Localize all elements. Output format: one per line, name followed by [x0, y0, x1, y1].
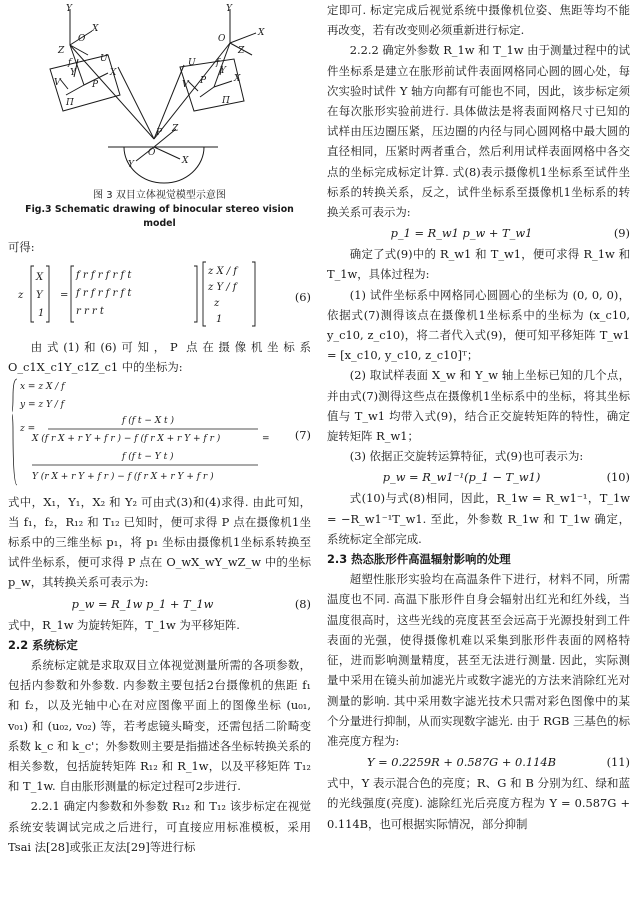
svg-text:X (f r X + r Y + f r ) − f (f: X (f r X + r Y + f r ) − f (f r X + r Y + f r ) [31, 434, 220, 445]
label-zc1: Z [58, 46, 65, 56]
label-xc2: X [258, 28, 265, 38]
para-after-eq8: 式中，R_1w 为旋转矩阵，T_1w 为平移矩阵. [8, 617, 240, 632]
para-after-eq7: 式中，X₁，Y₁，X₂ 和 Y₂ 可由式(3)和(4)求得. 由此可知，当 f₁，f₂，R₁₂ 和 T₁₂ 已知时，便可求得 P 点在摄像机1坐标系中的三维坐标 p₁，将 p₁ 坐标由摄像机1坐标系转换至试件坐标系，便可求得 P 点在 O_wX_wY_wZ_w 中的坐标 p_w，其转换关系可表示为: [8, 494, 311, 590]
heading-2-2: 2.2 系统标定 [8, 637, 78, 652]
label-u1: U [100, 54, 108, 64]
svg-text:Y (r X + r Y + f r ) − f (f r: Y (r X + r Y + f r ) − f (f r X + r Y + f r ) [31, 472, 214, 483]
svg-text:r r r t: r r r t [75, 305, 104, 317]
label-v2: V [182, 80, 189, 90]
svg-text:f r f r f r f t: f r f r f r f t [75, 287, 131, 299]
equation-8 [8, 594, 311, 614]
label-y2: Y [220, 66, 226, 76]
label-zc2: Z [238, 46, 245, 56]
equation-10 [327, 467, 630, 487]
obtain-line: 可得: [8, 240, 35, 254]
label-f2: f [216, 58, 220, 68]
equation-6 [8, 258, 311, 336]
svg-text:Y: Y [35, 289, 43, 301]
right-column [327, 0, 630, 900]
label-yc2: Y [226, 4, 232, 14]
system-equation-7 [12, 377, 274, 487]
label-p2: P [200, 76, 207, 86]
label-pi2: Π [222, 96, 230, 106]
step-3: (3) 依据正交旋转运算特征，式(9)也可表示为: [349, 449, 584, 464]
label-yc1: Y [66, 4, 72, 14]
equation-8-number: (8) [294, 596, 311, 611]
svg-text:=: = [261, 434, 270, 445]
label-x2: X [234, 74, 241, 84]
svg-text:f r f r f r f t: f r f r f r f t [75, 269, 131, 281]
para-after-eq9: 确定了式(9)中的 R_w1 和 T_w1，便可求得 R_1w 和 T_1w，具体过程为: [327, 247, 630, 282]
label-ow: O [148, 148, 156, 158]
equation-8-body: p_w = R_1w p_1 + T_1w [71, 596, 214, 611]
para-top-right: 定即可. 标定完成后视觉系统中摄像机位姿、焦距等均不能再改变，若有改变则必须重新进行标定. [327, 3, 630, 38]
equation-11-number: (11) [606, 755, 630, 770]
label-f1: f [68, 58, 72, 68]
label-yw: Y [128, 160, 134, 170]
svg-text:y = z Y / f: y = z Y / f [19, 400, 64, 411]
matrix-equation-6 [18, 256, 268, 332]
equation-9 [327, 223, 630, 243]
heading-2-3: 2.3 热态胀形件高温辐射影响的处理 [327, 552, 511, 567]
para-2-2: 系统标定就是求取双目立体视觉测量所需的各项参数，包括内参数和外参数. 内参数主要包括2台摄像机的焦距 f₁ 和 f₂，以及光轴中心在对应图像平面上的图像坐标 (u₀₁, v₀₁) 和 (u₀₂, v₀₂) 等，若考虑镜头畸变，还需包括二阶畸变系数 k_c 和 k_c'；外参数则主要是指描述各坐标转换关系的相关参数，包括旋转矩阵 R₁₂ 和 R_1w，以及平移矩阵 T₁₂ 和 T_1w. 自由胀形测量的标定过程可2步进行. [8, 658, 311, 794]
label-v1: V [54, 78, 61, 88]
left-column [8, 0, 311, 900]
para-2-3: 超塑性胀形实验均在高温条件下进行，材料不同，所需温度也不同. 高温下胀形件自身会辐射出红光和红外线，当温度很高时，这些光线的亮度甚至会远高于光源投射到工件表面的光强，使得摄像机难以采集到胀形件表面的网格特征，进而影响测量精度，甚至无法进行测量. 因此，实际测量中采用在镜头前加滤光片或数字滤光的方法来消除红光对测量的影响. 其中采用数字滤光技术只需对彩色图像中的某个分量进行抑制，从而实现数字滤光. 由于 RGB 三基色的标准亮度方程为: [327, 572, 630, 748]
svg-text:1: 1 [37, 307, 44, 319]
label-p: P [156, 128, 163, 138]
svg-text:z =: z = [19, 424, 35, 435]
para-after-eq11: 式中，Y 表示混合色的亮度；R、G 和 B 分别为红、绿和蓝的光线强度(亮度). 滤除红光后亮度方程为 Y = 0.587G + 0.114B，也可根据实际情况，部分抑制 [327, 776, 630, 831]
label-zw: Z [172, 124, 179, 134]
label-u2: U [188, 58, 196, 68]
heading-2-2-2: 2.2.2 确定外参数 R_1w 和 T_1w 由于测量过程中的试件坐标系是建立在胀形前试件表面网格同心圆的圆心处，每次实验时试件 Y 轴方向都有可能也不同，因此，该步标定须在每次胀形实验前进行. 具体做法是将表面网格尺寸已知的试样由压边圈压紧，压边圈的内径与同心圆网格中最大圆的直径相同，压紧时两者重合，然后利用试样表面网格中各交点的坐标完成标定计算. 式(8)表示摄像机1坐标系至试件坐标系的转换关系，反之，试件坐标系至摄像机1坐标系的转换关系可表示为: [327, 43, 630, 220]
figure-caption-en: Fig.3 Schematic drawing of binocular stereo vision model [25, 204, 294, 229]
binocular-stereo-figure [8, 3, 311, 185]
svg-text:=: = [59, 289, 68, 301]
svg-text:z: z [213, 297, 219, 309]
label-oc2: O [218, 34, 226, 44]
svg-text:z Y / f: z Y / f [207, 281, 236, 293]
svg-text:X: X [35, 271, 43, 283]
label-xc1: X [92, 24, 99, 34]
svg-text:f (f t − Y t ): f (f t − Y t ) [121, 452, 174, 463]
equation-6-number: (6) [294, 290, 311, 305]
svg-text:1: 1 [215, 313, 222, 325]
label-oc1: O [78, 34, 86, 44]
label-y1: Y [70, 68, 76, 78]
svg-text:f (f t − X t ): f (f t − X t ) [121, 416, 174, 427]
equation-7-number: (7) [294, 427, 311, 442]
equation-10-body: p_w = R_w1⁻¹(p_1 − T_w1) [382, 470, 541, 485]
equation-10-number: (10) [606, 470, 630, 485]
figure-caption-cn: 图 3 双目立体视觉模型示意图 [93, 190, 226, 201]
para-after-eq6: 由式(1)和(6)可知，P 点在摄像机坐标系 O_c1X_c1Y_c1Z_c1 中的坐标为: [8, 340, 311, 375]
svg-text:z X / f: z X / f [207, 265, 237, 277]
step-2: (2) 取试样表面 X_w 和 Y_w 轴上坐标已知的几个点，并由式(7)测得这些点在摄像机1坐标系中的坐标，将其坐标值与 T_w1 均带入式(9)，结合正交旋转矩阵的特性，确定旋转矩阵 R_w1； [327, 368, 630, 444]
label-xw: X [182, 156, 189, 166]
equation-9-number: (9) [613, 226, 630, 241]
para-after-eq10: 式(10)与式(8)相同，因此，R_1w = R_w1⁻¹，T_1w = −R_w1⁻¹T_w1. 至此，外参数 R_1w 和 T_1w 确定，系统标定全部完成. [327, 491, 630, 546]
equation-11-body: Y = 0.2259R + 0.587G + 0.114B [367, 755, 556, 770]
svg-text:x = z X / f: x = z X / f [19, 382, 64, 393]
heading-2-2-1: 2.2.1 确定内参数和外参数 R₁₂ 和 T₁₂ 该步标定在视觉系统安装调试完成之后进行，可直接应用标准模板，采用 Tsai 法[28]或张正友法[29]等进行标 [8, 799, 311, 854]
label-x1: X [110, 68, 117, 78]
svg-text:z: z [17, 289, 23, 301]
equation-7 [8, 379, 311, 491]
label-p1: P [92, 80, 99, 90]
step-1: (1) 试件坐标系中网格同心圆圆心的坐标为 (0, 0, 0)，依据式(7)测得该点在摄像机1坐标系中的坐标为 (x_c10, y_c10, z_c10)，将二者代入式(9)，便可知平移矩阵 T_w1 = [x_c10, y_c10, z_c10]ᵀ； [327, 287, 630, 363]
equation-11 [327, 752, 630, 772]
equation-9-body: p_1 = R_w1 p_w + T_w1 [390, 226, 533, 241]
label-pi1: Π [66, 98, 74, 108]
